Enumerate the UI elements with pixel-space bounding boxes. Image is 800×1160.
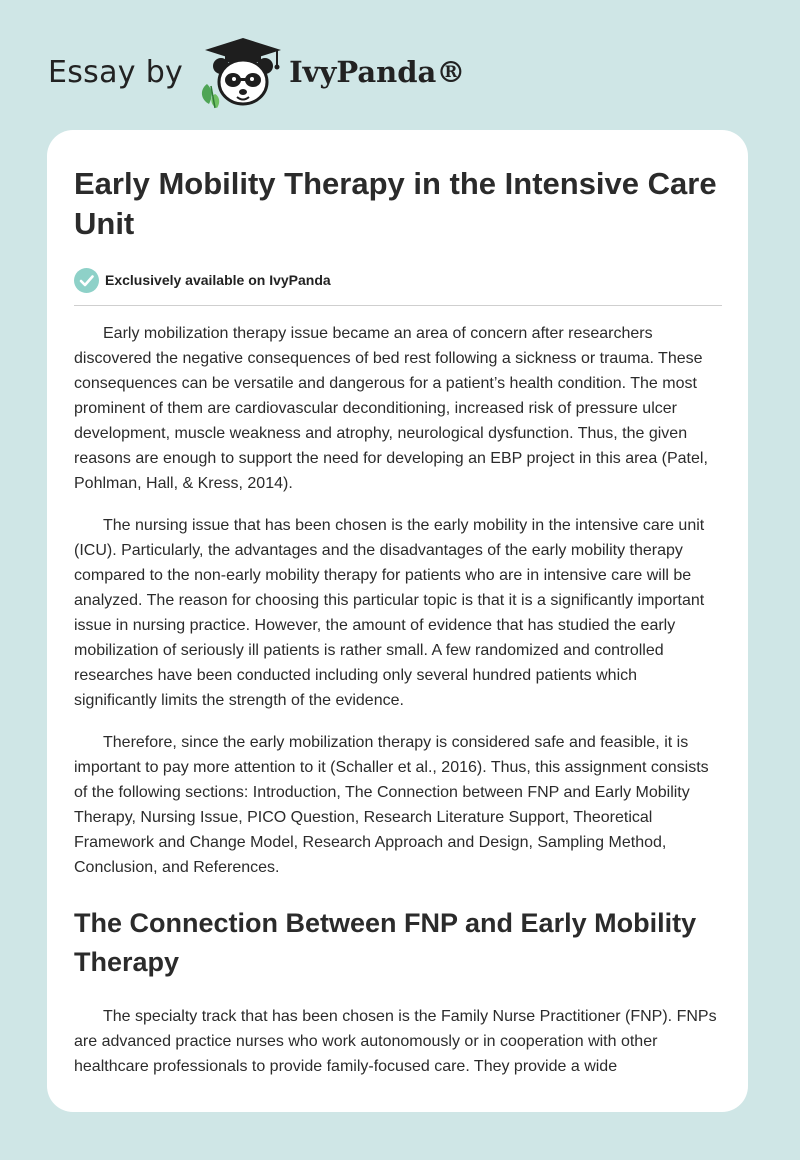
- check-circle-icon: [74, 268, 99, 293]
- paragraph: Therefore, since the early mobilization therapy is considered safe and feasible, it is important to pay more attention to it (Schaller et al., 2016). Thus, this assignment consists of the following sections: Introduction, The Connection between FNP and Early Mobility Therapy, Nursing Issue, PICO Question, Research Literature Support, Theoretical Framework and Change Model, Research Approach and Design, Sampling Method, Conclusion, and References.: [74, 734, 709, 876]
- brand-name[interactable]: IvyPanda®: [289, 55, 466, 89]
- essay-by-label: Essay by: [48, 54, 184, 90]
- essay-card: [47, 130, 748, 1112]
- paragraph: The specialty track that has been chosen is the Family Nurse Practitioner (FNP). FNPs are advanced practice nurses who work autonomously or in cooperation with other healthcare professionals to provide family-focused care. They provide a wide: [74, 1008, 717, 1075]
- panda-graduate-logo-icon[interactable]: [197, 34, 283, 110]
- exclusive-badge: [74, 266, 722, 294]
- site-header: [48, 34, 465, 110]
- paragraph: The nursing issue that has been chosen is the early mobility in the intensive care unit (ICU). Particularly, the advantages and the disadvantages of the early mobility therapy compared to the non-early mobility therapy for patients who are in intensive care will be analyzed. The reason for choosing this particular topic is that it is a significantly important issue in nursing practice. However, the amount of evidence that has studied the early mobilization of seriously ill patients is rather small. A few randomized and controlled researches have been conducted including only several hundred patients which significantly limits the strength of the evidence.: [74, 517, 705, 709]
- divider: [74, 305, 722, 306]
- section-heading: The Connection Between FNP and Early Mobility Therapy: [74, 908, 697, 977]
- paragraph: Early mobilization therapy issue became an area of concern after researchers discovered the negative consequences of bed rest following a sickness or trauma. These consequences can be versatile and dangerous for a patient’s health condition. The most prominent of them are cardiovascular deconditioning, increased risk of pressure ulcer development, muscle weakness and atrophy, neurological dysfunction. Thus, the given reasons are enough to support the need for developing an EBP project in this area (Patel, Pohlman, Hall, & Kress, 2014).: [74, 325, 708, 492]
- exclusive-badge-label: Exclusively available on IvyPanda: [105, 272, 331, 288]
- page-title: Early Mobility Therapy in the Intensive Care Unit: [74, 166, 717, 241]
